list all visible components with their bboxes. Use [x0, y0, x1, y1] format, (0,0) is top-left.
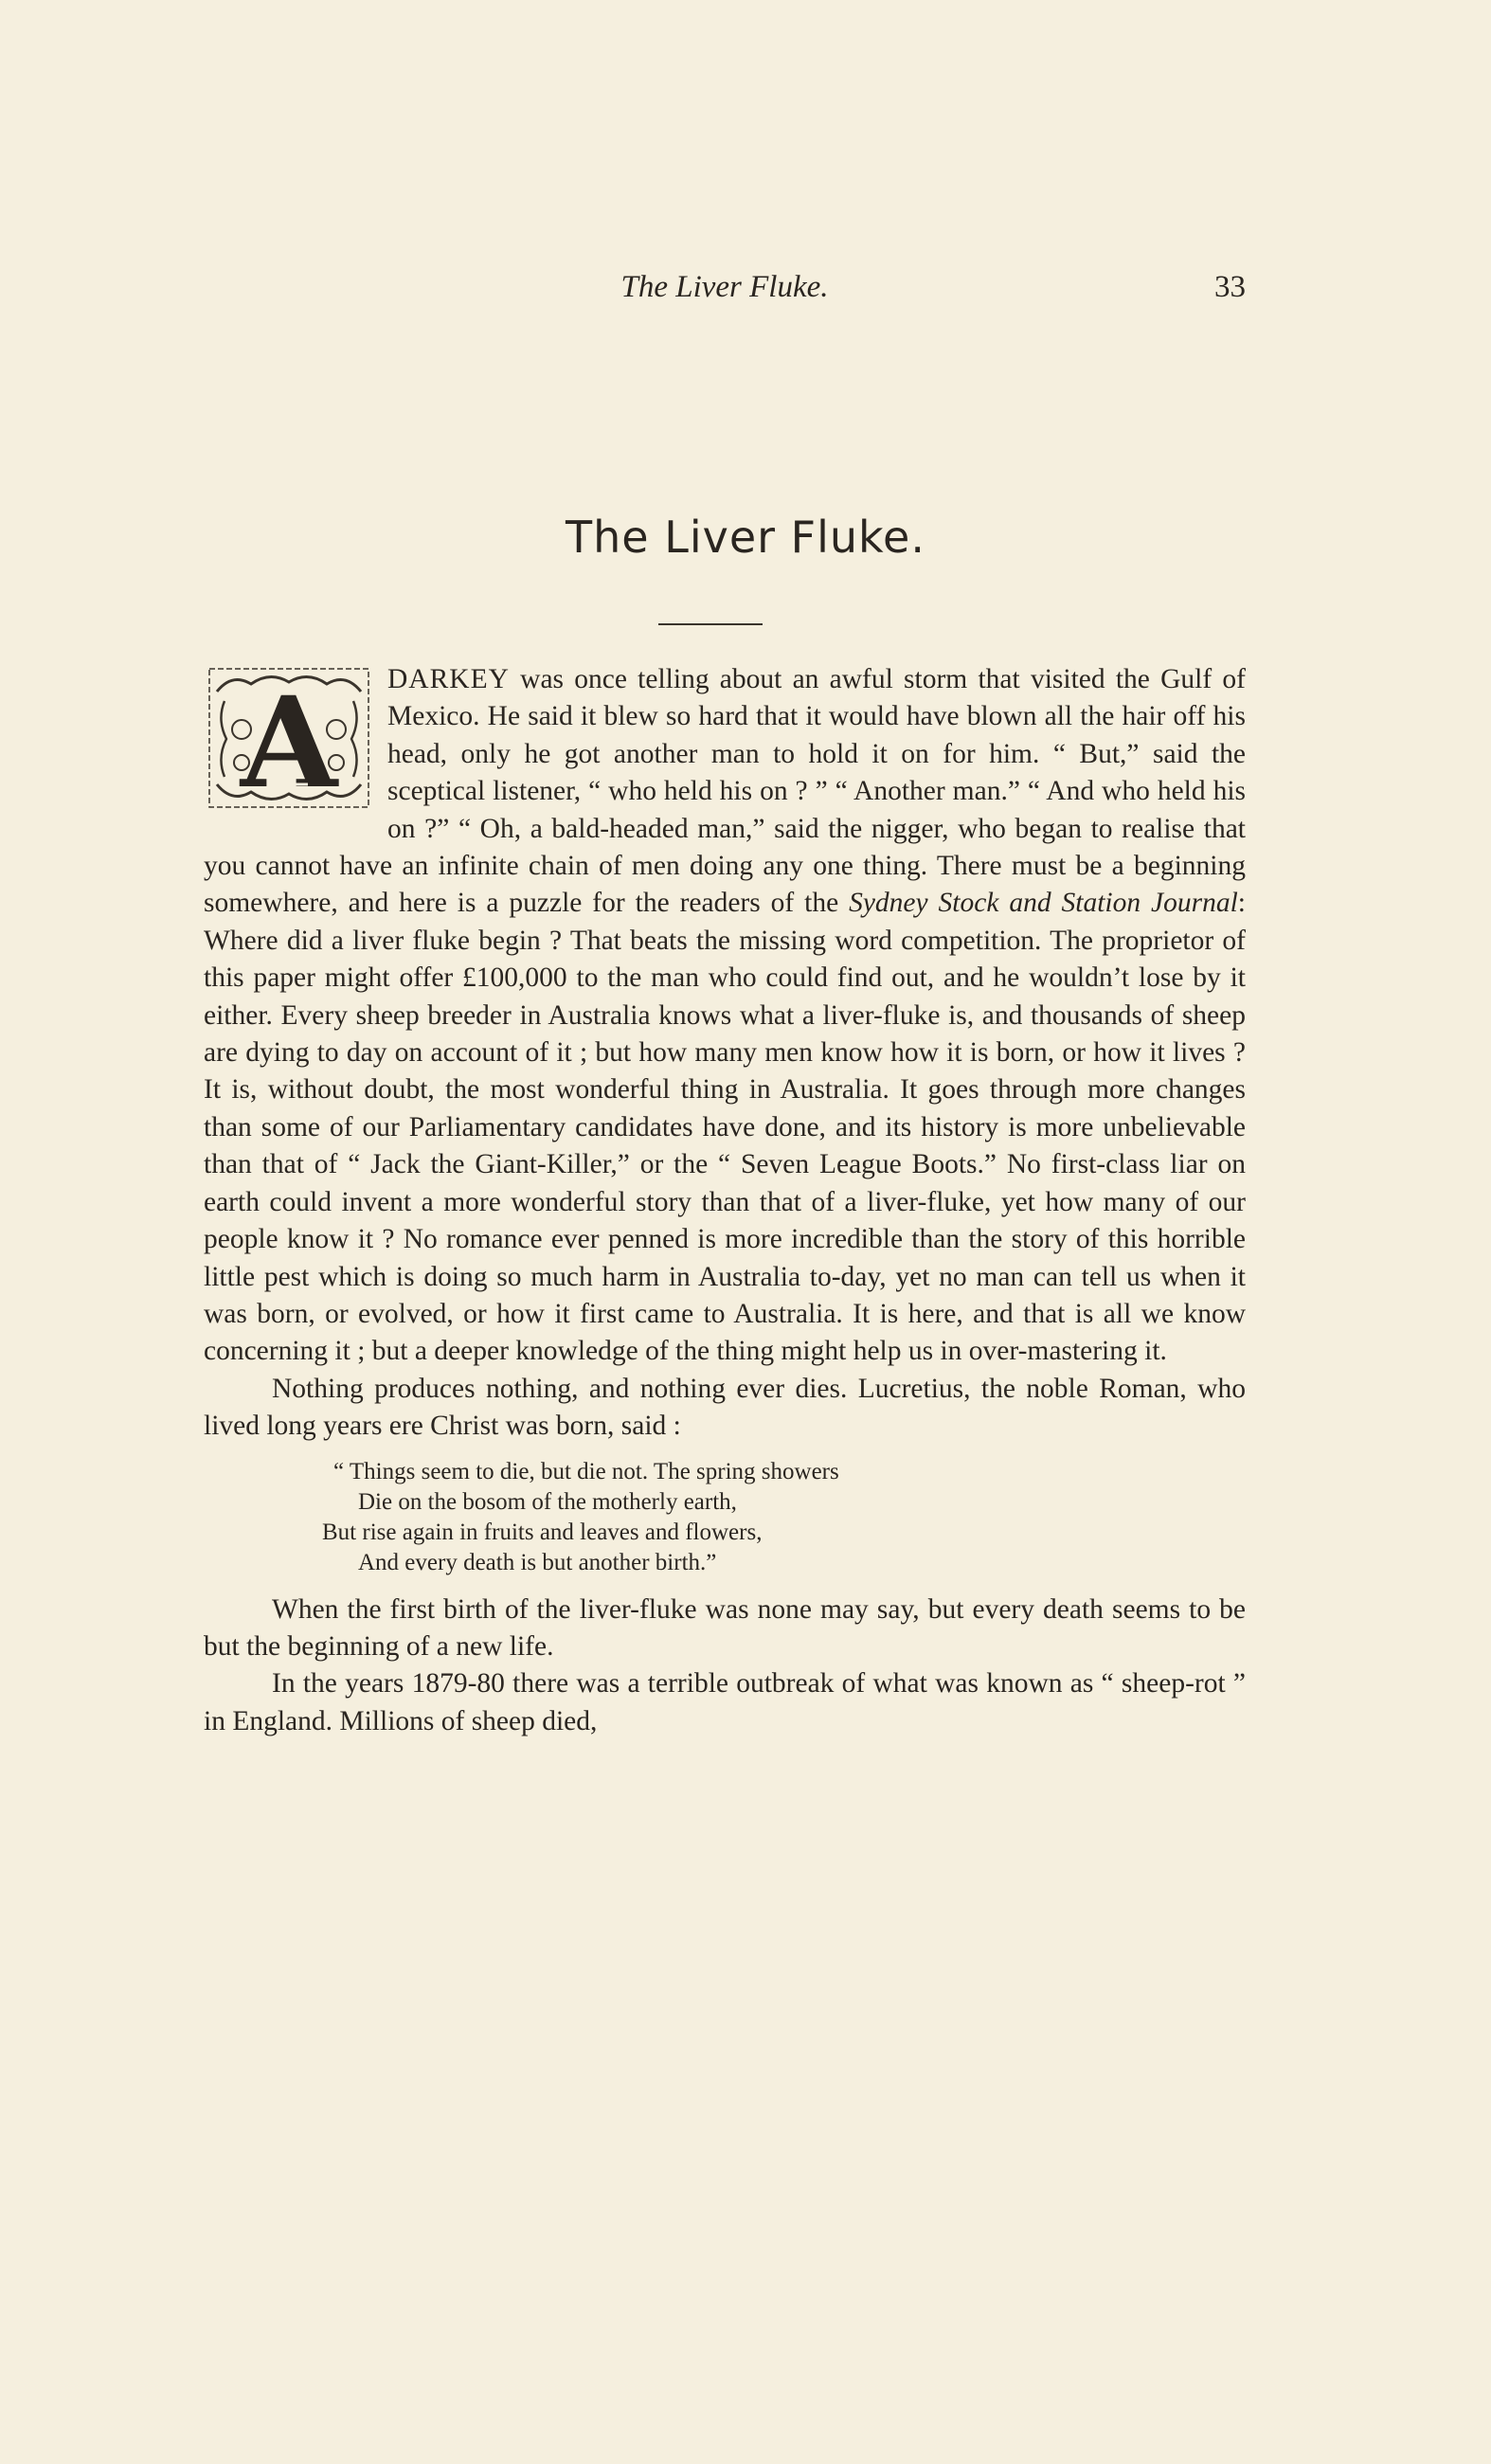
title-rule — [658, 623, 763, 625]
page-number: 33 — [1214, 270, 1246, 304]
paragraph-2: Nothing produces nothing, and nothing ever dies. Lucretius, the noble Roman, who lived long years ere Christ was born, said : — [204, 1373, 1246, 1442]
article-body — [204, 661, 1246, 1740]
paragraph-3: When the first birth of the liver-fluke was none may say, but every death seems to be but the beginning of a new life. — [204, 1593, 1246, 1662]
verse-quote — [204, 1457, 1246, 1578]
drop-cap-ornament-icon — [204, 663, 374, 813]
running-title: The Liver Fluke. — [620, 270, 829, 304]
lead-word: DARKEY — [387, 664, 510, 694]
paragraph-1-text-b: : Where did a liver fluke begin ? That beats the missing word competition. The proprietor of this paper might offer £100,000 to the man who could find out, and he wouldn’t lose by it either. Every sheep breeder in Australia knows what a liver-fluke is, and thousands of sheep are dying to day on account of it ; but how many men know how it is born, or how it lives ? It is, without doubt, the most wonderful thing in Australia. It goes through more changes than some of our Parliamentary candidates have done, and its history is more unbelievable than that of “ Jack the Giant-Killer,” or the “ Seven League Boots.” No first-class liar on earth could invent a more wonderful story than that of a liver-fluke, yet how many of our people know it ? No romance ever penned is more incredible than the story of this horrible little pest which is doing so much harm in Australia to-day, yet no man can tell us when it was born, or evolved, or how it first came to Australia. It is here, and that is all we know concerning it ; but a deeper knowledge of the thing might help us in over-mastering it. — [204, 888, 1246, 1367]
ornamental-drop-cap — [204, 663, 374, 813]
running-head — [204, 270, 1246, 317]
paragraph-1-text-a: was once telling about an awful storm that visited the Gulf of Mexico. He said it blew so hard that it would have blown all the hair off his head, only he got another man to hold it on for him. “ But,” said the sceptical listener, “ who held his on ? ” “ Another man.” “ And who held his on ?” “ Oh, a bald-headed man,” said the nigger, who began to realise that you cannot have an infinite chain of men doing any one thing. There must be a beginning somewhere, and here is a puzzle for the readers of the — [204, 664, 1246, 919]
paragraph-1 — [204, 661, 1246, 1371]
chapter-title: The Liver Fluke. — [566, 512, 925, 563]
verse-line: But rise again in fruits and leaves and flowers, — [322, 1519, 763, 1545]
verse-line: Die on the bosom of the motherly earth, — [358, 1488, 737, 1515]
journal-title: Sydney Stock and Station Journal — [849, 888, 1238, 919]
drop-cap-letter: A — [240, 670, 338, 813]
paragraph-4: In the years 1879-80 there was a terrible outbreak of what was known as “ sheep-rot ” in England. Millions of sheep died, — [204, 1668, 1246, 1736]
verse-line: And every death is but another birth.” — [358, 1549, 717, 1575]
verse-line: “ Things seem to die, but die not. The spring showers — [333, 1458, 839, 1484]
